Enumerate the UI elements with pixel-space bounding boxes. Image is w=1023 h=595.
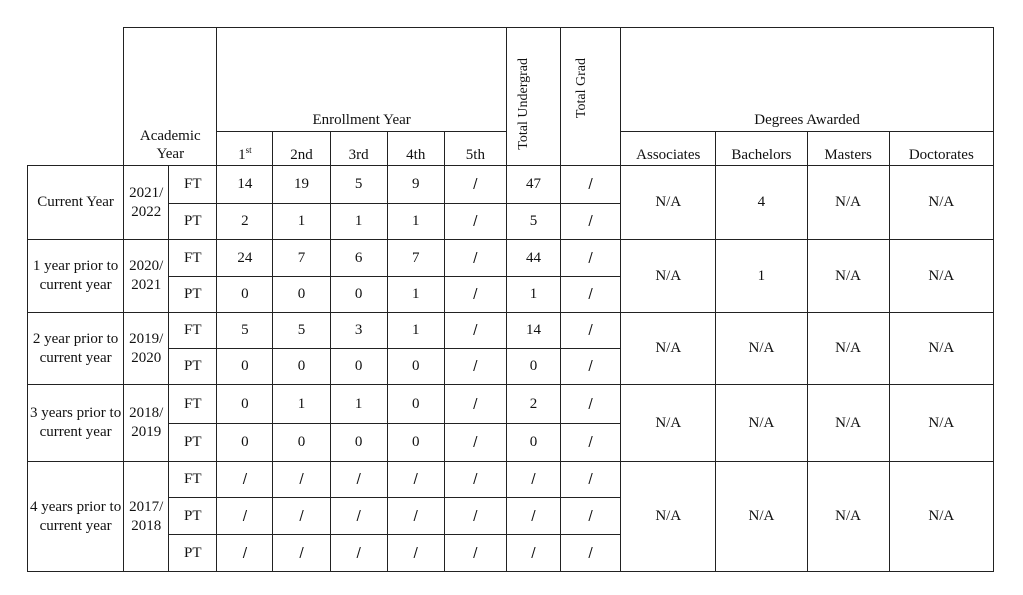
enrollment-value-cell: 5 [217, 313, 273, 349]
academic-year-text: 2021/ 2022 [129, 184, 164, 220]
enrollment-value-cell: / [444, 349, 506, 385]
degree-col-masters: Masters [807, 132, 889, 166]
enrollment-value-cell: 14 [217, 166, 273, 204]
enrollment-type-cell: PT [169, 535, 217, 572]
academic-year-text: 2017/ 2018 [129, 498, 164, 534]
degree-col-bachelors: Bachelors [716, 132, 807, 166]
total-undergrad-cell: 14 [506, 313, 560, 349]
academic-year-cell [124, 385, 169, 462]
enrollment-value-cell: 0 [387, 349, 444, 385]
enrollment-value-cell: 5 [330, 166, 387, 204]
degree-col-associates: Associates [621, 132, 716, 166]
enrollment-value-cell: 2 [217, 204, 273, 240]
academic-year-text: 2019/ 2020 [129, 330, 164, 366]
total-undergrad-cell: 0 [506, 424, 560, 462]
enrollment-value-cell: 0 [217, 385, 273, 424]
enrollment-value-cell: / [330, 535, 387, 572]
enrollment-value-cell: 24 [217, 240, 273, 277]
enrollment-value-cell: 0 [217, 424, 273, 462]
degrees-awarded-cell: N/A [621, 462, 716, 572]
enrollment-value-cell: 1 [273, 385, 330, 424]
enrollment-degrees-table [27, 27, 994, 572]
enrollment-col-4th: 4th [387, 132, 444, 166]
enrollment-col-5th: 5th [444, 132, 506, 166]
enrollment-col-2nd: 2nd [273, 132, 330, 166]
enrollment-value-cell: 9 [387, 166, 444, 204]
enrollment-type-cell: FT [169, 385, 217, 424]
degrees-awarded-cell: N/A [716, 462, 807, 572]
enrollment-value-cell: / [330, 498, 387, 535]
enrollment-value-cell: / [273, 535, 330, 572]
enrollment-value-cell: 1 [387, 277, 444, 313]
enrollment-value-cell: 3 [330, 313, 387, 349]
enrollment-col-3rd: 3rd [330, 132, 387, 166]
academic-year-cell [124, 240, 169, 313]
degrees-awarded-cell: N/A [807, 462, 889, 572]
enrollment-value-cell: 19 [273, 166, 330, 204]
enrollment-value-cell: / [387, 498, 444, 535]
total-undergrad-cell: 44 [506, 240, 560, 277]
total-undergrad-cell: 5 [506, 204, 560, 240]
academic-year-text: 2020/ 2021 [129, 258, 164, 293]
table-row [28, 385, 994, 424]
total-undergrad-cell: / [506, 498, 560, 535]
total-grad-cell: / [561, 424, 621, 462]
degrees-awarded-cell: N/A [621, 240, 716, 313]
total-grad-cell: / [561, 313, 621, 349]
academic-year-cell [124, 313, 169, 385]
table-body [28, 166, 994, 572]
enrollment-value-cell: 0 [273, 277, 330, 313]
degrees-awarded-cell: N/A [889, 313, 993, 385]
enrollment-value-cell: / [387, 535, 444, 572]
enrollment-value-cell: 0 [217, 277, 273, 313]
academic-year-header: Academic Year [124, 28, 217, 166]
degrees-awarded-cell: N/A [889, 385, 993, 462]
degrees-awarded-cell: N/A [889, 166, 993, 240]
degrees-awarded-cell: N/A [889, 240, 993, 313]
enrollment-value-cell: / [444, 240, 506, 277]
total-undergrad-cell: 0 [506, 349, 560, 385]
total-undergrad-cell: 47 [506, 166, 560, 204]
enrollment-type-cell: FT [169, 240, 217, 277]
degrees-awarded-cell: N/A [716, 385, 807, 462]
enrollment-value-cell: / [444, 462, 506, 498]
row-group-label: 3 years prior to current year [28, 385, 124, 462]
row-group-label: 4 years prior to current year [28, 462, 124, 572]
enrollment-value-cell: 0 [330, 277, 387, 313]
enrollment-type-cell: PT [169, 424, 217, 462]
enrollment-value-cell: 0 [273, 349, 330, 385]
degrees-awarded-cell: 1 [716, 240, 807, 313]
enrollment-type-cell: FT [169, 166, 217, 204]
degrees-awarded-cell: N/A [889, 462, 993, 572]
enrollment-value-cell: 0 [387, 385, 444, 424]
academic-year-cell [124, 462, 169, 572]
enrollment-value-cell: 1 [330, 204, 387, 240]
total-undergrad-header: Total Undergrad [506, 28, 560, 166]
enrollment-year-header: Enrollment Year [217, 28, 507, 132]
total-grad-cell: / [561, 349, 621, 385]
enrollment-type-cell: FT [169, 462, 217, 498]
degrees-awarded-cell: N/A [807, 385, 889, 462]
enrollment-value-cell: / [444, 498, 506, 535]
total-grad-cell: / [561, 462, 621, 498]
total-grad-cell: / [561, 498, 621, 535]
table-row [28, 313, 994, 349]
enrollment-value-cell: 1 [387, 204, 444, 240]
degrees-awarded-cell: 4 [716, 166, 807, 240]
enrollment-value-cell: 0 [330, 349, 387, 385]
total-grad-header: Total Grad [561, 28, 621, 166]
degree-col-doctorates: Doctorates [889, 132, 993, 166]
degrees-awarded-cell: N/A [807, 313, 889, 385]
total-grad-cell: / [561, 240, 621, 277]
enrollment-value-cell: 0 [273, 424, 330, 462]
total-grad-cell: / [561, 535, 621, 572]
enrollment-value-cell: 1 [387, 313, 444, 349]
blank-corner [28, 28, 124, 132]
enrollment-value-cell: / [444, 277, 506, 313]
row-group-label: 1 year prior to current year [28, 240, 124, 313]
enrollment-value-cell: / [444, 166, 506, 204]
enrollment-value-cell: 6 [330, 240, 387, 277]
blank-corner-2 [28, 132, 124, 166]
enrollment-type-cell: PT [169, 204, 217, 240]
degrees-awarded-cell: N/A [621, 166, 716, 240]
degrees-awarded-cell: N/A [621, 313, 716, 385]
degrees-awarded-cell: N/A [716, 313, 807, 385]
enrollment-type-cell: PT [169, 498, 217, 535]
enrollment-value-cell: / [444, 535, 506, 572]
enrollment-value-cell: 7 [387, 240, 444, 277]
enrollment-value-cell: 1 [273, 204, 330, 240]
enrollment-value-cell: 0 [217, 349, 273, 385]
enrollment-value-cell: / [273, 498, 330, 535]
enrollment-value-cell: / [330, 462, 387, 498]
enrollment-value-cell: / [444, 385, 506, 424]
total-undergrad-cell: / [506, 535, 560, 572]
enrollment-value-cell: / [217, 498, 273, 535]
total-grad-cell: / [561, 277, 621, 313]
degrees-awarded-cell: N/A [807, 240, 889, 313]
enrollment-value-cell: / [387, 462, 444, 498]
enrollment-col-1st: 1st [217, 132, 273, 166]
total-grad-cell: / [561, 204, 621, 240]
degrees-awarded-cell: N/A [807, 166, 889, 240]
enrollment-value-cell: 7 [273, 240, 330, 277]
enrollment-value-cell: / [444, 424, 506, 462]
degrees-awarded-cell: N/A [621, 385, 716, 462]
enrollment-value-cell: / [217, 535, 273, 572]
enrollment-value-cell: 0 [330, 424, 387, 462]
enrollment-type-cell: FT [169, 313, 217, 349]
total-grad-cell: / [561, 385, 621, 424]
enrollment-value-cell: 5 [273, 313, 330, 349]
total-undergrad-cell: 1 [506, 277, 560, 313]
table-row [28, 462, 994, 498]
degrees-awarded-header: Degrees Awarded [621, 28, 994, 132]
enrollment-type-cell: PT [169, 277, 217, 313]
table-row [28, 166, 994, 204]
row-group-label: 2 year prior to current year [28, 313, 124, 385]
academic-year-text: 2018/ 2019 [129, 405, 164, 440]
enrollment-type-cell: PT [169, 349, 217, 385]
total-undergrad-cell: / [506, 462, 560, 498]
table-row [28, 240, 994, 277]
enrollment-value-cell: / [273, 462, 330, 498]
row-group-label: Current Year [28, 166, 124, 240]
academic-year-cell [124, 166, 169, 240]
enrollment-value-cell: 0 [387, 424, 444, 462]
total-grad-cell: / [561, 166, 621, 204]
enrollment-value-cell: 1 [330, 385, 387, 424]
total-undergrad-cell: 2 [506, 385, 560, 424]
enrollment-value-cell: / [444, 313, 506, 349]
enrollment-value-cell: / [444, 204, 506, 240]
enrollment-value-cell: / [217, 462, 273, 498]
